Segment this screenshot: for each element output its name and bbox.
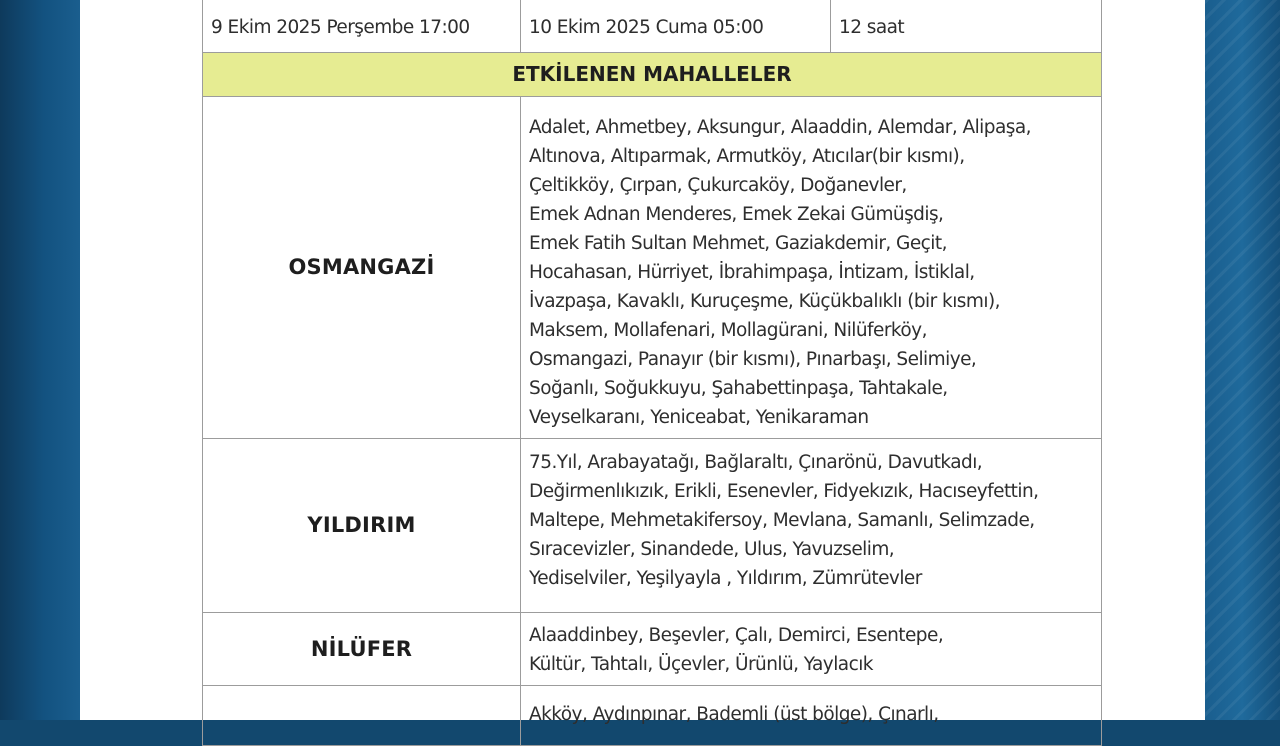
end-time-cell: 10 Ekim 2025 Cuma 05:00 xyxy=(521,0,831,53)
section-header: ETKİLENEN MAHALLELER xyxy=(203,53,1102,97)
neighborhood-list xyxy=(521,686,1102,746)
neighborhood-line: Maltepe, Mehmetakifersoy, Mevlana, Samanlı, Selimzade, xyxy=(529,510,1035,531)
neighborhood-line: Değirmenlıkızık, Erikli, Esenevler, Fidyekızık, Hacıseyfettin, xyxy=(529,481,1039,502)
duration-cell: 12 saat xyxy=(831,0,1102,53)
district-name: YILDIRIM xyxy=(203,439,521,613)
neighborhood-list xyxy=(521,439,1102,613)
district-name: NİLÜFER xyxy=(203,613,521,686)
neighborhood-line: Kültür, Tahtalı, Üçevler, Ürünlü, Yaylacık xyxy=(529,654,873,675)
neighborhood-line: Adalet, Ahmetbey, Aksungur, Alaaddin, Alemdar, Alipaşa, xyxy=(529,117,1031,138)
neighborhood-line: 75.Yıl, Arabayatağı, Bağlaraltı, Çınarönü, Davutkadı, xyxy=(529,452,983,473)
neighborhood-line: Osmangazi, Panayır (bir kısmı), Pınarbaşı, Selimiye, xyxy=(529,349,977,370)
neighborhood-line: Yediselviler, Yeşilyayla , Yıldırım, Zümrütevler xyxy=(529,568,922,589)
district-name xyxy=(203,686,521,746)
neighborhood-line: Hocahasan, Hürriyet, İbrahimpaşa, İntizam, İstiklal, xyxy=(529,262,975,283)
district-row xyxy=(203,439,1102,613)
neighborhood-list xyxy=(521,97,1102,439)
left-background-strip xyxy=(0,0,80,720)
right-background-strip xyxy=(1205,0,1280,720)
neighborhood-line: Altınova, Altıparmak, Armutköy, Atıcılar(bir kısmı), xyxy=(529,146,965,167)
schedule-row xyxy=(203,0,1102,53)
neighborhood-line: Alaaddinbey, Beşevler, Çalı, Demirci, Esentepe, xyxy=(529,625,944,646)
neighborhood-line: Çeltikköy, Çırpan, Çukurcaköy, Doğanevler, xyxy=(529,175,907,196)
outage-table xyxy=(202,0,1102,746)
neighborhood-line: Sıracevizler, Sinandede, Ulus, Yavuzselim, xyxy=(529,539,895,560)
neighborhood-line: Maksem, Mollafenari, Mollagürani, Nilüferköy, xyxy=(529,320,927,341)
document-sheet xyxy=(80,0,1205,725)
section-header-row xyxy=(203,53,1102,97)
start-time-cell: 9 Ekim 2025 Perşembe 17:00 xyxy=(203,0,521,53)
neighborhood-line: Veyselkaranı, Yeniceabat, Yenikaraman xyxy=(529,407,869,428)
district-row xyxy=(203,686,1102,746)
neighborhood-line: Akköy, Aydınpınar, Bademli (üst bölge), Çınarlı, xyxy=(529,704,939,725)
neighborhood-line: Soğanlı, Soğukkuyu, Şahabettinpaşa, Tahtakale, xyxy=(529,378,948,399)
neighborhood-line: Emek Fatih Sultan Mehmet, Gaziakdemir, Geçit, xyxy=(529,233,947,254)
district-row xyxy=(203,97,1102,439)
neighborhood-list xyxy=(521,613,1102,686)
district-row xyxy=(203,613,1102,686)
neighborhood-line: Emek Adnan Menderes, Emek Zekai Gümüşdiş, xyxy=(529,204,944,225)
neighborhood-line: İvazpaşa, Kavaklı, Kuruçeşme, Küçükbalıklı (bir kısmı), xyxy=(529,291,1000,312)
district-name: OSMANGAZİ xyxy=(203,97,521,439)
